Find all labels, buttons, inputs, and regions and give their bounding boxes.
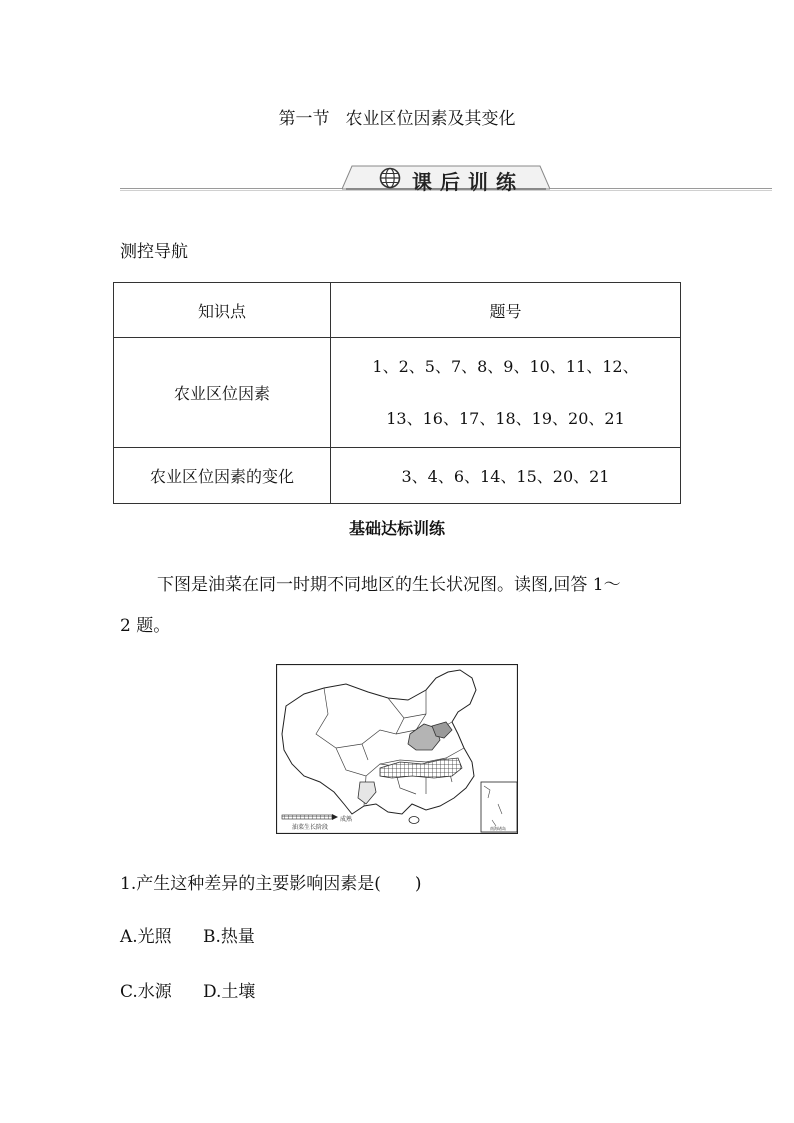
numbers-cell <box>331 338 681 448</box>
chapter-title: 农业区位因素及其变化 <box>345 109 516 129</box>
table-row <box>114 338 681 448</box>
table-header-row <box>114 283 681 338</box>
page-title <box>0 104 794 129</box>
inset-label: 南海诸岛 <box>490 826 506 831</box>
globe-icon <box>379 167 401 189</box>
numbers-line: 1、2、5、7、8、9、10、11、12、 <box>372 356 639 376</box>
legend-title: 油菜生长阶段 <box>292 824 329 831</box>
option-c[interactable]: C.水源 <box>120 982 172 1002</box>
navigation-heading: 测控导航 <box>120 242 188 262</box>
option-b[interactable]: B.热量 <box>203 927 255 947</box>
intro-text: 下图是油菜在同一时期不同地区的生长状况图。读图,回答 1～ <box>157 575 621 595</box>
practice-title: 基础达标训练 <box>348 519 445 538</box>
intro-text-continued: 2 题。 <box>120 616 171 636</box>
column-header-numbers: 题号 <box>331 283 681 338</box>
column-header-topic: 知识点 <box>114 283 331 338</box>
question-stem: 1.产生这种差异的主要影响因素是( ) <box>120 874 422 894</box>
option-d[interactable]: D.土壤 <box>203 982 256 1002</box>
table-row <box>114 448 681 504</box>
navigation-table <box>113 282 681 504</box>
numbers-cell: 3、4、6、14、15、20、21 <box>331 448 681 504</box>
rapeseed-growth-map <box>276 664 518 834</box>
section-number: 第一节 <box>278 109 330 129</box>
numbers-line: 13、16、17、18、19、20、21 <box>386 408 625 428</box>
banner-title: 课后训练 <box>412 170 524 194</box>
topic-cell: 农业区位因素的变化 <box>114 448 331 504</box>
option-a[interactable]: A.光照 <box>120 927 172 947</box>
topic-cell: 农业区位因素 <box>114 338 331 448</box>
legend-label: 成熟 <box>340 816 353 823</box>
